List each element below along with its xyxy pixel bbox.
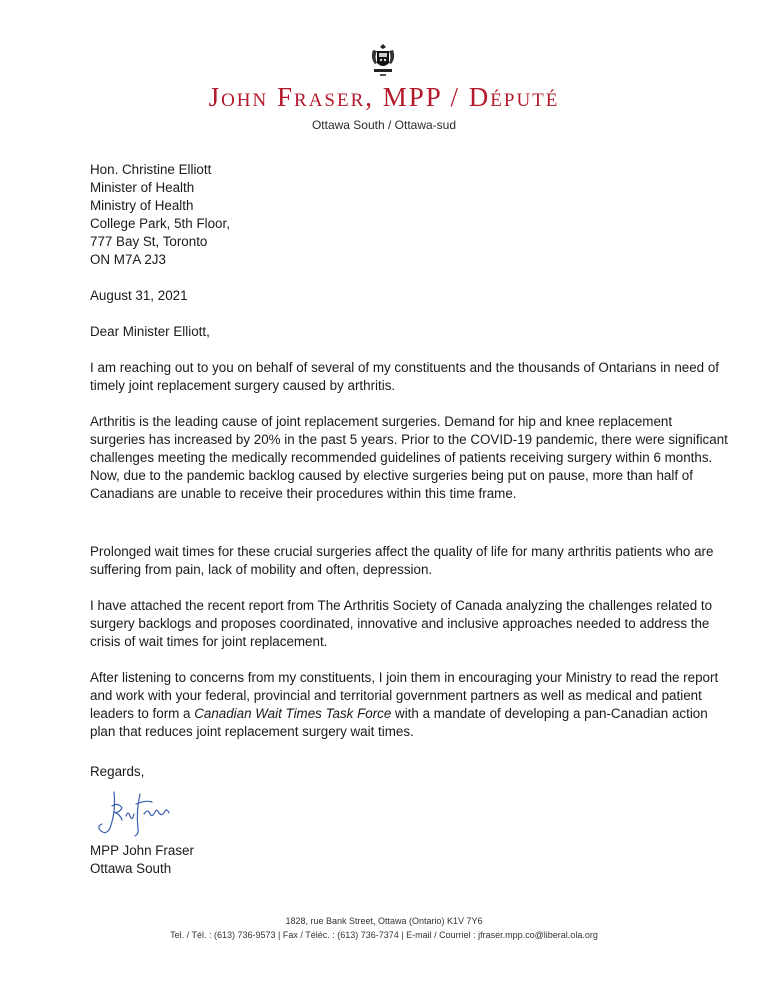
footer bbox=[0, 914, 768, 942]
body-paragraph: I am reaching out to you on behalf of several of my constituents and the thousands of Ontarians in need of timely joint replacement surgery caused by arthritis. bbox=[90, 360, 720, 393]
handwritten-signature bbox=[92, 784, 182, 840]
recipient-address bbox=[90, 161, 730, 269]
ontario-coat-of-arms-icon bbox=[369, 42, 397, 78]
signature-block bbox=[90, 842, 730, 878]
recipient-line: Minister of Health bbox=[90, 180, 195, 195]
recipient-line: ON M7A 2J3 bbox=[90, 252, 166, 267]
body-paragraph bbox=[90, 669, 730, 741]
footer-contact: Tel. / Tél. : (613) 736-9573 | Fax / Téléc. : (613) 736-7374 | E-mail / Courriel : jfraser.mpp.co@liberal.ola.org bbox=[170, 930, 598, 940]
body-paragraph: Prolonged wait times for these crucial surgeries affect the quality of life for many arthritis patients who are suffering from pain, lack of mobility and often, depression. bbox=[90, 544, 714, 577]
task-force-name: Canadian Wait Times Task Force bbox=[194, 706, 392, 721]
body-paragraph: I have attached the recent report from The Arthritis Society of Canada analyzing the challenges related to surgery backlogs and proposes coordinated, innovative and inclusive approaches needed to address the crisis of wait times for joint replacement. bbox=[90, 598, 713, 649]
letter-date: August 31, 2021 bbox=[90, 288, 188, 303]
recipient-line: Hon. Christine Elliott bbox=[90, 162, 212, 177]
body-text: After listening to concerns from my constituents, I join them in encouraging your Ministry to read the report and work with your federal, provincial and territorial government partners as well as medical and patient leaders to form a bbox=[90, 670, 719, 721]
letterhead-riding: Ottawa South / Ottawa-sud bbox=[311, 118, 457, 132]
recipient-line: 777 Bay St, Toronto bbox=[90, 234, 208, 249]
recipient-line: Ministry of Health bbox=[90, 198, 194, 213]
closing: Regards, bbox=[90, 764, 145, 779]
body-text: with a mandate of developing a pan-Canadian action plan that reduces joint replacement surgery wait times. bbox=[90, 706, 708, 739]
letterhead-name: John Fraser, MPP / Député bbox=[208, 82, 560, 112]
body-paragraph: Arthritis is the leading cause of joint replacement surgeries. Demand for hip and knee replacement surgeries has increased by 20% in the past 5 years. Prior to the COVID-19 pandemic, there were significant challenges meeting the medically recommended guidelines of patients receiving surgery within 6 months. Now, due to the pandemic backlog caused by elective surgeries being put on pause, more than half of Canadians are unable to receive their procedures within this time frame. bbox=[90, 414, 728, 501]
signatory-name: MPP John Fraser bbox=[90, 843, 194, 858]
footer-address: 1828, rue Bank Street, Ottawa (Ontario) K1V 7Y6 bbox=[285, 916, 483, 926]
salutation: Dear Minister Elliott, bbox=[90, 324, 210, 339]
recipient-line: College Park, 5th Floor, bbox=[90, 216, 230, 231]
signatory-riding: Ottawa South bbox=[90, 861, 172, 876]
